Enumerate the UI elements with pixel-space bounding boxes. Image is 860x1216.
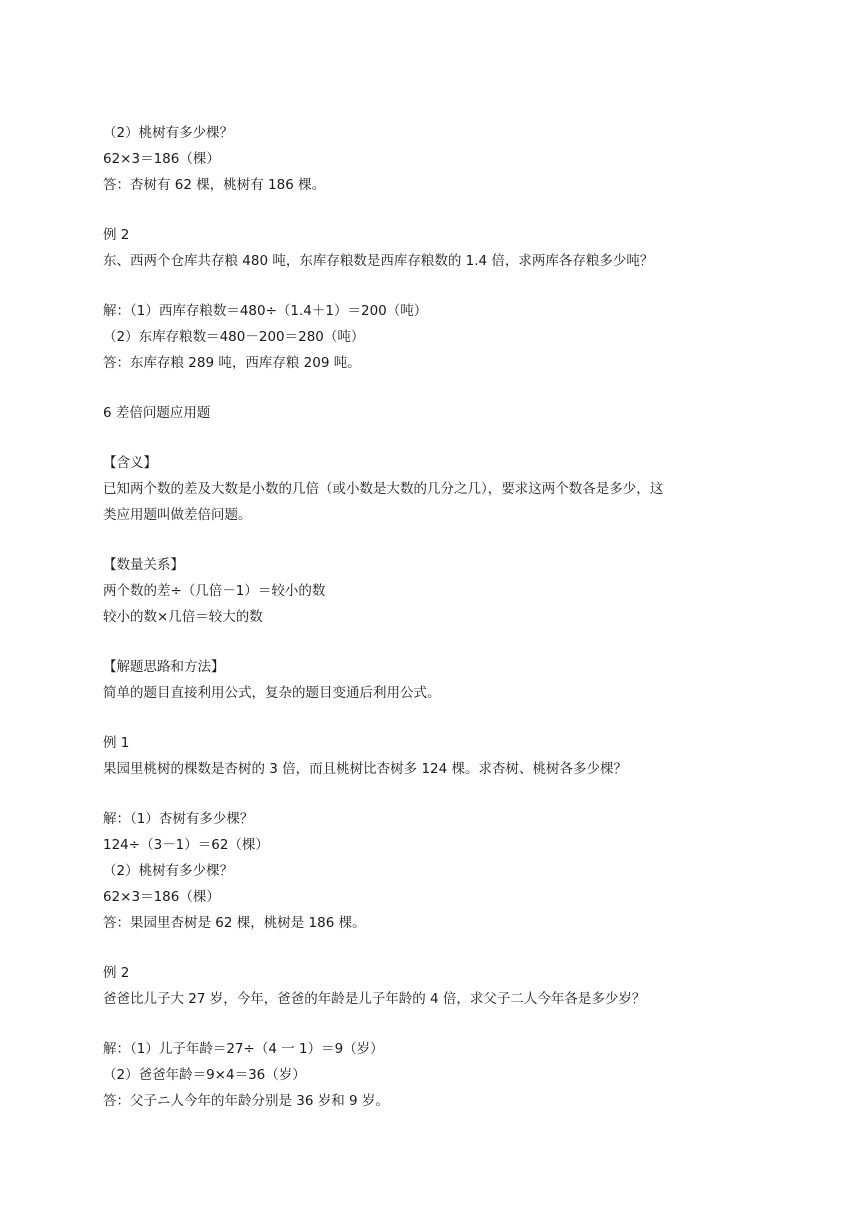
- formula-line: 两个数的差÷（几倍－1）＝较小的数: [103, 583, 326, 599]
- example-heading: 例 2: [103, 965, 130, 981]
- method-text: 简单的题目直接利用公式，复杂的题目变通后利用公式。: [103, 685, 441, 701]
- solution-line: 解：（1）杏树有多少棵？: [103, 811, 254, 827]
- answer-line: 答：果园里杏树是 62 棵，桃树是 186 棵。: [103, 915, 366, 931]
- section-title: 6 差倍问题应用题: [103, 405, 211, 421]
- answer-line: 答：父子ニ人今年的年龄分别是 36 岁和 9 岁。: [103, 1093, 389, 1109]
- blank-line: [103, 528, 763, 552]
- blank-line: [103, 630, 763, 654]
- problem-text: 爸爸比儿子大 27 岁，今年，爸爸的年龄是儿子年龄的 4 倍，求父子二人今年各是多少岁？: [103, 991, 646, 1007]
- definition-text: 类应用题叫做差倍问题。: [103, 507, 252, 523]
- solution-line: 62×3＝186（棵）: [103, 889, 220, 905]
- example-heading: 例 2: [103, 227, 130, 243]
- blank-line: [103, 936, 763, 960]
- formula-line: 较小的数×几倍＝较大的数: [103, 609, 263, 625]
- definition-text: 已知两个数的差及大数是小数的几倍（或小数是大数的几分之几），要求这两个数各是多少，这: [103, 481, 664, 497]
- solution-line: （2）桃树有多少棵？: [103, 863, 234, 879]
- blank-line: [103, 706, 763, 730]
- solution-line: （2）东库存粮数＝480－200＝280（吨）: [103, 329, 365, 345]
- example-heading: 例 1: [103, 735, 130, 751]
- subsection-heading: 【数量关系】: [103, 557, 184, 573]
- blank-line: [103, 426, 763, 450]
- text-line: （2）桃树有多少棵？: [103, 125, 234, 141]
- solution-line: 124÷（3－1）＝62（棵）: [103, 837, 269, 853]
- subsection-heading: 【含义】: [103, 455, 157, 471]
- blank-line: [103, 274, 763, 298]
- solution-line: 解：（1）西库存粮数＝480÷（1.4＋1）＝200（吨）: [103, 303, 428, 319]
- subsection-heading: 【解题思路和方法】: [103, 659, 225, 675]
- solution-line: （2）爸爸年龄＝9×4＝36（岁）: [103, 1067, 306, 1083]
- problem-text: 果园里桃树的棵数是杏树的 3 倍，而且桃树比杏树多 124 棵。求杏树、桃树各多少棵？: [103, 761, 628, 777]
- document-page: [103, 120, 763, 1114]
- blank-line: [103, 1012, 763, 1036]
- solution-line: 解：（1）儿子年龄＝27÷（4 一 1）＝9（岁）: [103, 1041, 384, 1057]
- problem-text: 东、西两个仓库共存粮 480 吨，东库存粮数是西库存粮数的 1.4 倍，求两库各存粮多少吨？: [103, 253, 654, 269]
- text-line: 答：杏树有 62 棵，桃树有 186 棵。: [103, 177, 326, 193]
- answer-line: 答：东库存粮 289 吨，西库存粮 209 吨。: [103, 355, 361, 371]
- text-line: 62×3＝186（棵）: [103, 151, 220, 167]
- blank-line: [103, 198, 763, 222]
- blank-line: [103, 782, 763, 806]
- blank-line: [103, 376, 763, 400]
